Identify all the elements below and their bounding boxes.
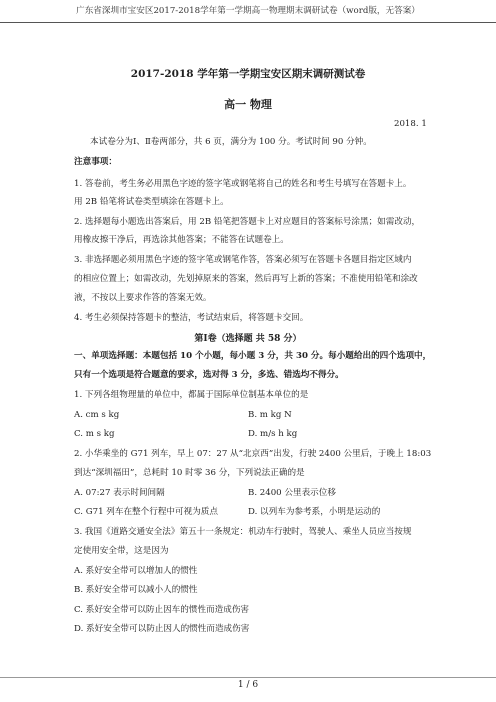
option-c: C. 系好安全带可以防止因车的惯性而造成伤害 (74, 605, 250, 615)
page-number: 1 / 6 (0, 677, 496, 700)
option-b: B. 2400 公里表示位移 (248, 488, 336, 498)
part-instructions: 一、单项选择题：本题包括 10 个小题，每小题 3 分，共 30 分。每小题给出的四个选项中， (74, 351, 432, 361)
note-line: 4. 考生必须保持答题卡的整洁，考试结束后，将答题卡交回。 (74, 313, 309, 323)
note-line: 2. 选择题每小题选出答案后，用 2B 铅笔把答题卡上对应题目的答案标号涂黑；如需改动， (74, 217, 421, 227)
option-d: D. 以列车为参考系，小明是运动的 (248, 507, 381, 517)
option-b: B. 系好安全带可以减小人的惯性 (74, 585, 198, 595)
note-line: 液，不按以上要求作答的答案无效。 (74, 293, 212, 303)
note-line: 1. 答卷前，考生务必用黑色字迹的签字笔或钢笔将自己的姓名和考生号填写在答题卡上。 (74, 179, 412, 189)
page-header: 广东省深圳市宝安区2017-2018学年第一学期高一物理期末调研试卷（word版，无答案） (0, 0, 496, 23)
notes-title: 注意事项： (74, 157, 117, 167)
option-a: A. 07:27 表示时间间隔 (74, 488, 165, 498)
note-line: 用 2B 铅笔将试卷类型填涂在答题卡上。 (74, 197, 229, 207)
question-stem: 到达“深圳福田”，总耗时 10 时零 36 分，下列说法正确的是 (74, 468, 305, 478)
option-c: C. m s kg (74, 429, 115, 439)
note-line: 3. 非选择题必须用黑色字迹的签字笔或钢笔作答，答案必须写在答题卡各题目指定区域内 (74, 255, 412, 265)
part-instructions: 只有一个选项是符合题意的要求，选对得 3 分，多选、错选均不得分。 (74, 370, 344, 380)
note-line: 的相应位置上；如需改动，先划掉原来的答案，然后再写上新的答案；不准使用铅笔和涂改 (74, 274, 418, 284)
option-a: A. cm s kg (74, 410, 120, 420)
exam-date: 2018. 1 (394, 119, 427, 129)
intro-text: 本试卷分为Ⅰ、Ⅱ卷两部分，共 6 页，满分为 100 分。考试时间 90 分钟。 (90, 137, 372, 147)
option-c: C. G71 列车在整个行程中可视为质点 (74, 507, 218, 517)
exam-subtitle: 高一 物理 (224, 98, 272, 111)
exam-title: 2017-2018 学年第一学期宝安区期末调研测试卷 (130, 68, 366, 80)
question-stem: 3. 我国《道路交通安全法》第五十一条规定：机动车行驶时，驾驶人、乘坐人员应当按规 (74, 527, 412, 537)
question-stem: 定使用安全带，这是因为 (74, 546, 169, 556)
note-line: 用橡皮擦干净后，再选涂其他答案；不能答在试题卷上。 (74, 235, 289, 245)
option-d: D. 系好安全带可以防止因人的惯性而造成伤害 (74, 624, 250, 634)
option-b: B. m kg N (248, 410, 292, 420)
section-heading: 第Ⅰ卷（选择题 共 58 分） (194, 334, 302, 344)
question-stem: 2. 小华乘坐的 G71 列车，早上 07：27 从“北京西”出发，行驶 2400 公里后，于晚上 18:03 (74, 449, 432, 459)
question-stem: 1. 下列各组物理量的单位中，都属于国际单位制基本单位的是 (74, 390, 309, 400)
option-a: A. 系好安全带可以增加人的惯性 (74, 566, 198, 576)
option-d: D. m/s h kg (248, 429, 298, 439)
